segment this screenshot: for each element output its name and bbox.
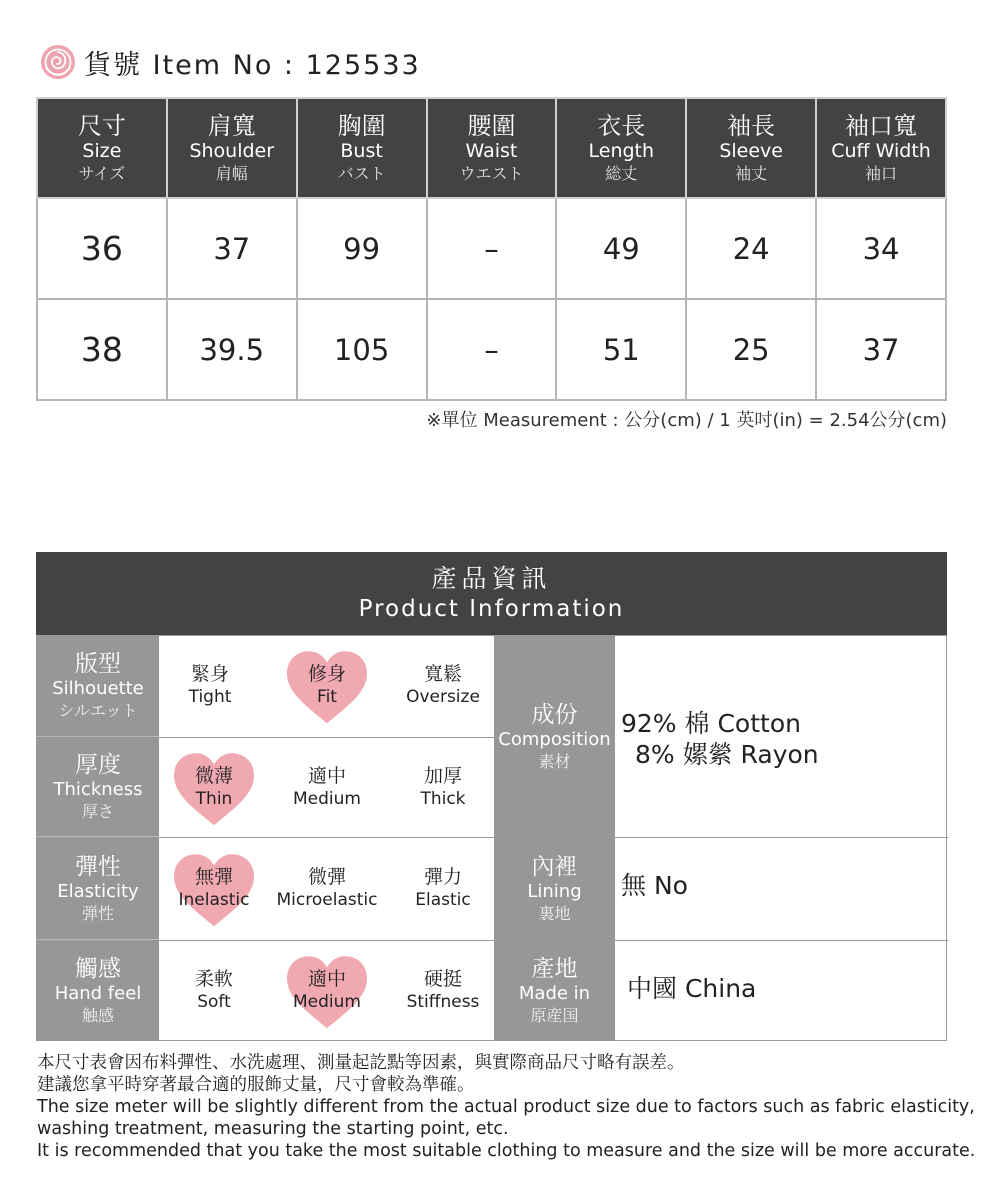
elasticity-option-microelastic: 微彈 Microelastic (276, 866, 378, 910)
hand-feel-option-medium: 適中 Medium (272, 945, 382, 1037)
composition-value-line-1: 92% 棉 Cotton (621, 709, 801, 738)
lining-value: 無 No (621, 871, 688, 900)
measurement-unit-note: ※單位 Measurement : 公分(cm) / 1 英吋(in) = 2.54公分(cm) (426, 410, 947, 431)
size-table-header-row (37, 98, 946, 198)
note-line: washing treatment, measuring the starting point, etc. (37, 1119, 509, 1139)
row-divider (159, 737, 494, 738)
hand-feel-option-stiffness: 硬挺 Stiffness (406, 968, 480, 1012)
rose-icon (40, 44, 76, 80)
thickness-option-thin: 微薄 Thin (159, 742, 269, 834)
table-cell: 36 (37, 198, 167, 299)
silhouette-option-oversize: 寬鬆 Oversize (406, 663, 480, 707)
made-in-label: 產地 Made in 原産国 (494, 941, 615, 1041)
col-cuff-width: 袖口寬 Cuff Width 袖口 (816, 98, 946, 198)
note-line: 建議您拿平時穿著最合適的服飾丈量，尺寸會較為準確。 (37, 1075, 475, 1095)
silhouette-label: 版型 Silhouette シルエット (37, 636, 159, 737)
made-in-value: 中國 China (627, 974, 757, 1003)
table-cell: 24 (686, 198, 816, 299)
elasticity-label: 彈性 Elasticity 弾性 (37, 838, 159, 940)
hand-feel-label: 觸感 Hand feel 触感 (37, 941, 159, 1041)
row-divider (37, 940, 948, 941)
table-cell: 105 (297, 299, 427, 400)
thickness-option-thick: 加厚 Thick (420, 765, 466, 809)
product-info-grid (36, 635, 947, 1041)
table-cell: 25 (686, 299, 816, 400)
col-bust: 胸圍 Bust バスト (297, 98, 427, 198)
size-disclaimer-notes (37, 1052, 976, 1162)
item-number-title: 貨號 Item No : 125533 (84, 49, 421, 81)
elasticity-option-elastic: 彈力 Elastic (415, 866, 471, 910)
table-cell: – (427, 299, 557, 400)
table-row (37, 198, 946, 299)
col-waist: 腰圍 Waist ウエスト (427, 98, 557, 198)
note-line: It is recommended that you take the most suitable clothing to measure and the size will be more accurate. (37, 1141, 976, 1161)
table-cell: 38 (37, 299, 167, 400)
table-cell: 34 (816, 198, 946, 299)
table-cell: 37 (167, 198, 297, 299)
composition-label: 成份 Composition 素材 (494, 636, 615, 837)
item-header (40, 40, 421, 84)
hand-feel-option-soft: 柔軟 Soft (194, 968, 233, 1012)
lining-label: 內裡 Lining 裏地 (494, 838, 615, 940)
col-shoulder: 肩寬 Shoulder 肩幅 (167, 98, 297, 198)
table-cell: 49 (556, 198, 686, 299)
thickness-option-medium: 適中 Medium (293, 765, 361, 809)
product-info-title (36, 552, 947, 635)
col-sleeve: 袖長 Sleeve 袖丈 (686, 98, 816, 198)
product-info-title-en: Product Information (358, 596, 625, 622)
note-line: The size meter will be slightly different from the actual product size due to factors such as fabric elasticity, (37, 1097, 975, 1117)
composition-value-line-2: 8% 嫘縈 Rayon (635, 740, 819, 769)
table-cell: 39.5 (167, 299, 297, 400)
size-table (36, 97, 947, 401)
table-cell: – (427, 198, 557, 299)
silhouette-option-fit: 修身 Fit (272, 640, 382, 732)
table-row (37, 299, 946, 400)
thickness-label: 厚度 Thickness 厚さ (37, 737, 159, 837)
row-divider (37, 837, 948, 838)
col-size: 尺寸 Size サイズ (37, 98, 167, 198)
product-info-title-zh: 產品資訊 (431, 564, 552, 593)
silhouette-option-tight: 緊身 Tight (188, 663, 232, 707)
table-cell: 51 (556, 299, 686, 400)
elasticity-option-inelastic: 無彈 Inelastic (159, 843, 269, 935)
table-cell: 99 (297, 198, 427, 299)
note-line: 本尺寸表會因布料彈性、水洗處理、測量起訖點等因素，與實際商品尺寸略有誤差。 (37, 1053, 685, 1073)
col-length: 衣長 Length 総丈 (556, 98, 686, 198)
table-cell: 37 (816, 299, 946, 400)
